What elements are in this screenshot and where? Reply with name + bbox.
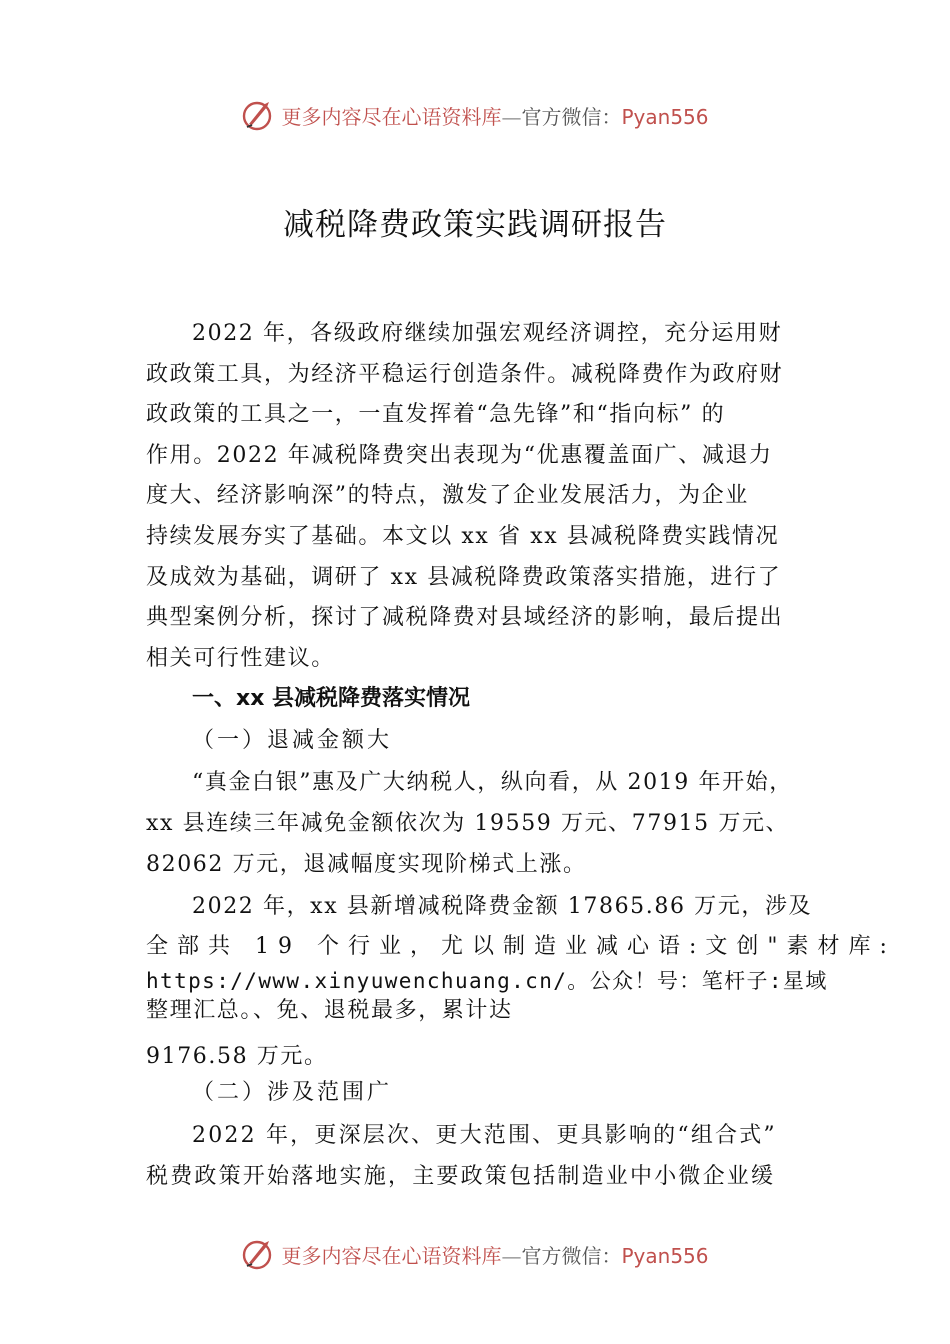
section-heading-1: 一、xx 县减税降费落实情况 — [192, 686, 471, 711]
paragraph-line: xx 县连续三年减免金额依次为 19559 万元、77915 万元、 — [146, 811, 790, 836]
header-watermark — [0, 95, 950, 135]
paragraph-line: https://www.xinyuwenchuang.cn/。公众！号：笔杆子:星域 — [146, 969, 828, 993]
paragraph-line: 税费政策开始落地实施，主要政策包括制造业中小微企业缓 — [146, 1164, 776, 1189]
watermark-dash: — — [501, 104, 522, 129]
quill-pen-circle-icon — [241, 1237, 275, 1271]
paragraph-line: 9176.58 万元。 — [146, 1044, 328, 1069]
intro-line: 持续发展夯实了基础。本文以 xx 省 xx 县减税降费实践情况 — [146, 523, 780, 549]
intro-line: 度大、经济影响深”的特点，激发了企业发展活力，为企业 — [146, 483, 749, 509]
intro-line: 典型案例分析，探讨了减税降费对县域经济的影响，最后提出 — [146, 605, 784, 631]
paragraph-line: “真金白银”惠及广大纳税人，纵向看，从 2019 年开始， — [192, 770, 793, 795]
subsection-heading-1: （一）退减金额大 — [192, 728, 393, 753]
intro-line: 政政策工具，为经济平稳运行创造条件。减税降费作为政府财 — [146, 361, 784, 387]
intro-line: 2022 年，各级政府继续加强宏观经济调控，充分运用财 — [192, 321, 783, 346]
watermark-wechat-id: Pyan556 — [621, 1243, 709, 1268]
paragraph-line: 2022 年，更深层次、更大范围、更具影响的“组合式” — [192, 1123, 777, 1148]
watermark-label: 官方微信： — [521, 1243, 622, 1268]
paragraph-line: 整理汇总。、免、退税最多，累计达 — [146, 998, 513, 1023]
subsection-1-paragraph-1 — [146, 762, 826, 885]
intro-paragraph — [146, 314, 826, 679]
subsection-2-paragraph — [146, 1115, 826, 1197]
watermark-brand: 更多内容尽在心语资料库 — [281, 1243, 502, 1268]
paragraph-line: 2022 年，xx 县新增减税降费金额 17865.86 万元，涉及 — [192, 894, 813, 919]
document-title: 减税降费政策实践调研报告 — [283, 207, 667, 243]
subsection-heading-2: （二）涉及范围广 — [192, 1080, 393, 1105]
quill-pen-circle-icon — [241, 98, 275, 132]
intro-line: 政政策的工具之一，一直发挥着“急先锋”和“指向标” 的 — [146, 402, 726, 428]
paragraph-line: 82062 万元，退减幅度实现阶梯式上涨。 — [146, 852, 587, 877]
watermark-label: 官方微信： — [521, 104, 622, 129]
watermark-wechat-id: Pyan556 — [621, 104, 709, 129]
intro-line: 及成效为基础，调研了 xx 县减税降费政策落实措施，进行了 — [146, 564, 782, 590]
watermark-dash: — — [501, 1243, 522, 1268]
intro-line: 作用。2022 年减税降费突出表现为“优惠覆盖面广、减退力 — [146, 442, 773, 468]
intro-line: 相关可行性建议。 — [146, 645, 335, 671]
footer-watermark — [0, 1234, 950, 1274]
subsection-1-paragraph-2 — [146, 887, 896, 1077]
paragraph-line: 全部共 19 个行业，尤以制造业减心语:文创"素材库: — [146, 934, 896, 959]
watermark-brand: 更多内容尽在心语资料库 — [281, 104, 502, 129]
